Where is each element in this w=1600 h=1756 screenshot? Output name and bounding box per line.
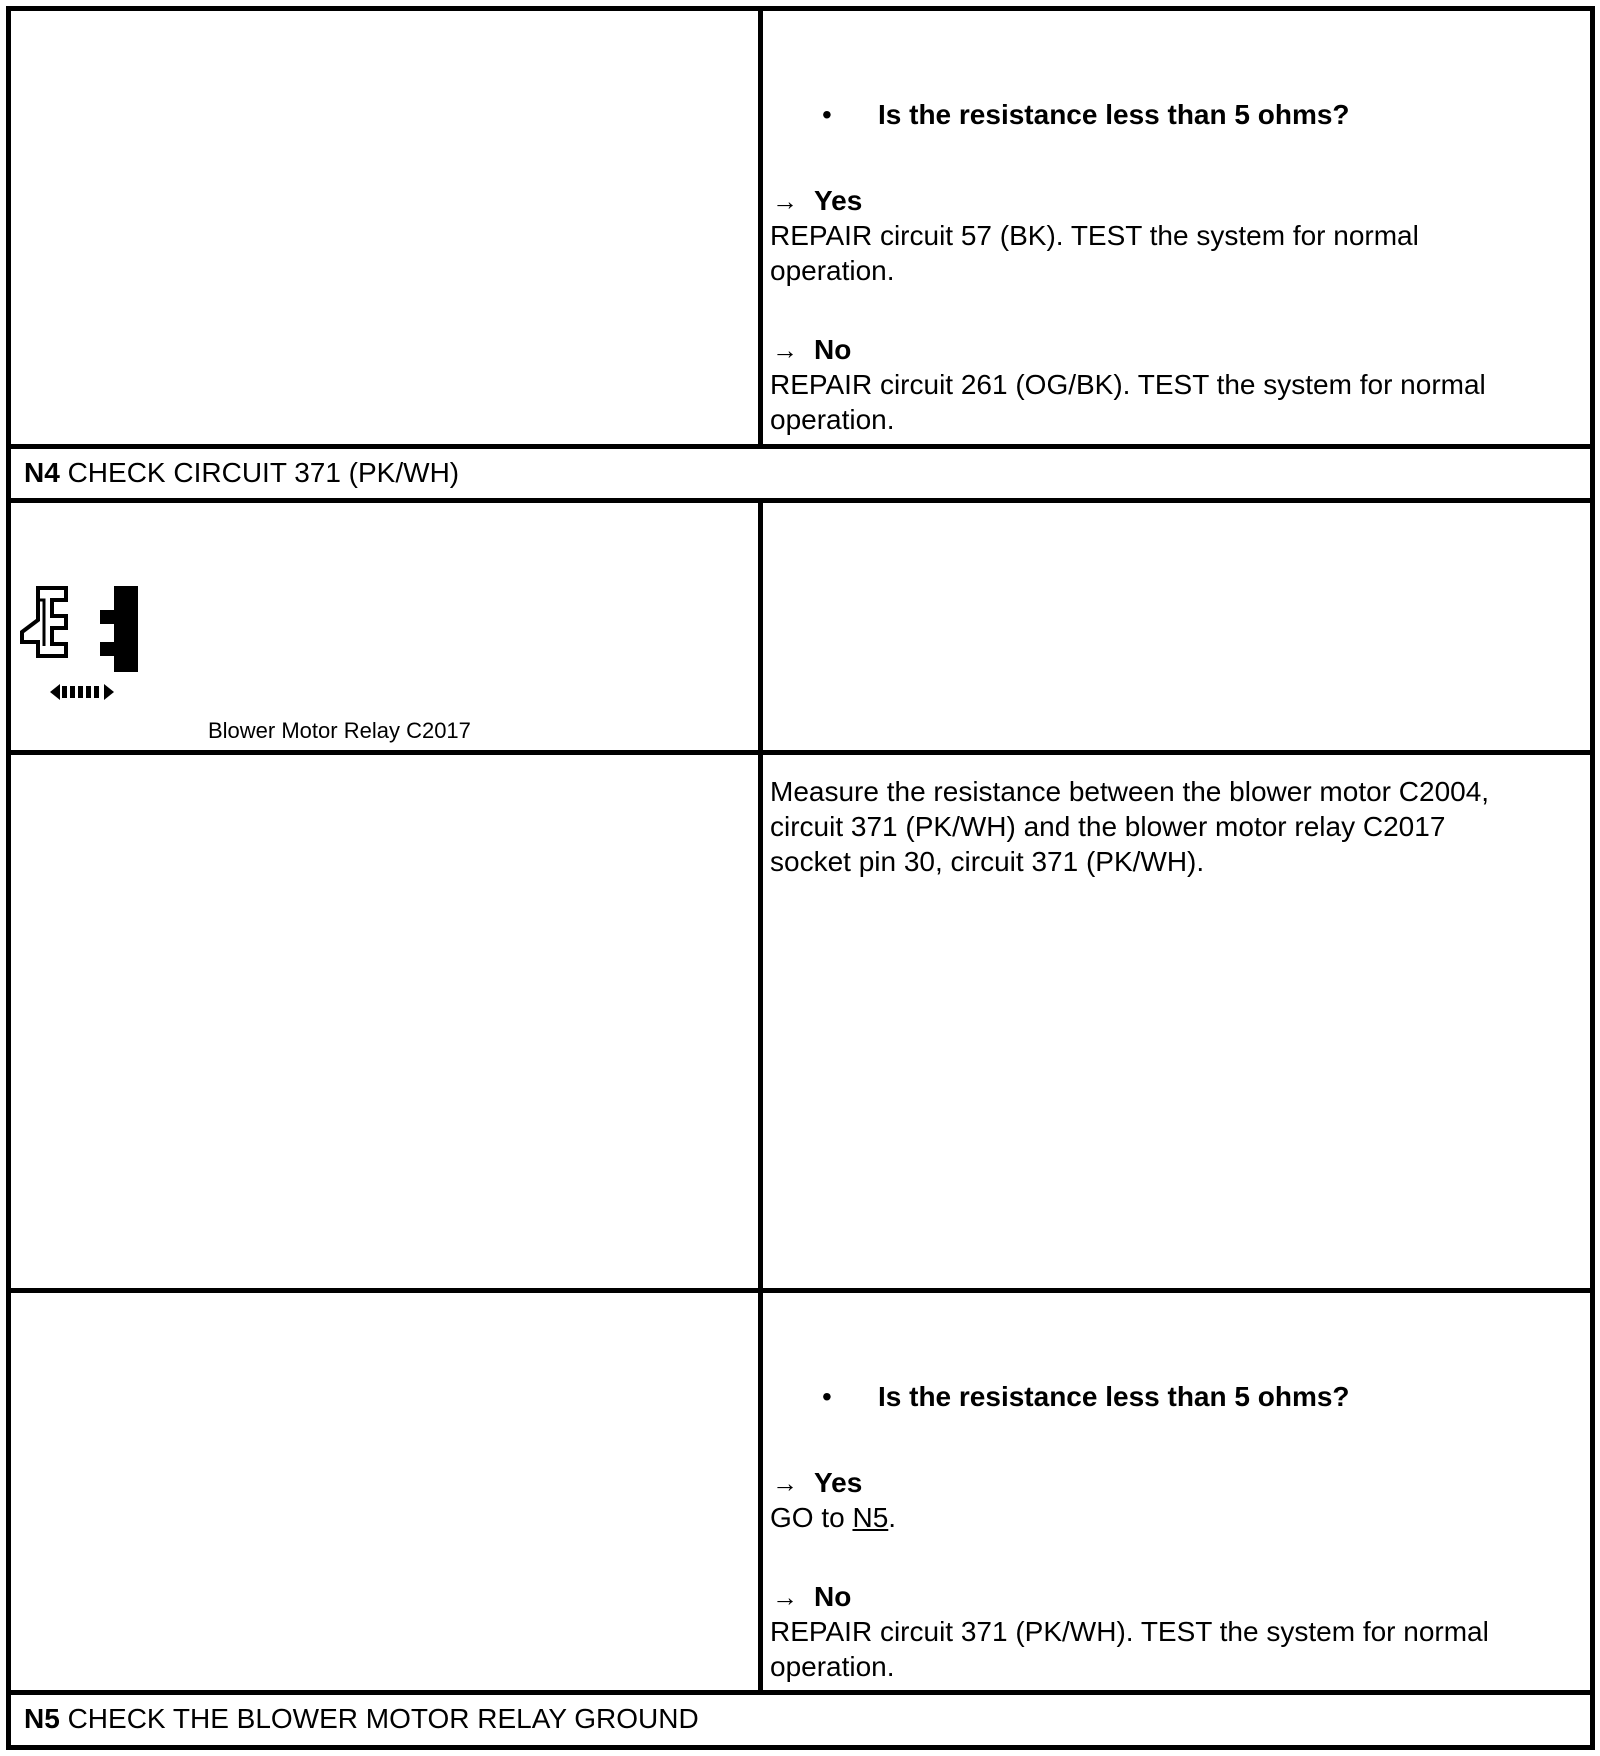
right-arrow-icon: → (772, 335, 798, 365)
yes-branch (772, 1465, 862, 1501)
column-divider-2 (758, 498, 763, 1695)
measure-line-2: circuit 371 (PK/WH) and the blower motor relay C2017 (770, 811, 1446, 842)
bullet-icon: • (822, 99, 832, 130)
right-arrow-icon: → (772, 186, 798, 216)
no-branch (772, 1579, 851, 1615)
border-left (6, 6, 11, 1750)
rule-row1-bottom (6, 444, 1595, 449)
connector-disconnect-icon (16, 580, 146, 705)
yes-branch (772, 183, 862, 219)
yes-label: Yes (814, 1467, 863, 1498)
yes-instruction-line-1: REPAIR circuit 57 (BK). TEST the system for normal (770, 220, 1419, 251)
column-divider-1 (758, 6, 763, 449)
go-to-n5-link[interactable]: N5 (852, 1502, 889, 1533)
no-instruction-line-2: operation. (770, 1651, 895, 1682)
yes-suffix: . (888, 1502, 897, 1533)
step-number: N5 (24, 1703, 60, 1734)
connector-caption: Blower Motor Relay C2017 (208, 718, 471, 743)
no-instruction-line-1: REPAIR circuit 371 (PK/WH). TEST the system for normal (770, 1616, 1489, 1647)
rule-n4-bottom (6, 498, 1595, 503)
question-text: Is the resistance less than 5 ohms? (878, 99, 1350, 130)
no-instruction-line-1: REPAIR circuit 261 (OG/BK). TEST the system for normal (770, 369, 1486, 400)
measure-line-1: Measure the resistance between the blower motor C2004, (770, 776, 1490, 807)
rule-row2-bottom (6, 1690, 1595, 1695)
no-branch (772, 332, 851, 368)
no-label: No (814, 1581, 852, 1612)
rule-connector-bottom (6, 750, 1595, 755)
right-arrow-icon: → (772, 1468, 798, 1498)
border-right (1590, 6, 1595, 1750)
step-header-n4 (24, 455, 459, 491)
no-label: No (814, 334, 852, 365)
step-header-n5 (24, 1701, 699, 1737)
step-title: CHECK THE BLOWER MOTOR RELAY GROUND (67, 1703, 699, 1734)
border-bottom (6, 1745, 1595, 1750)
yes-prefix: GO to (770, 1502, 853, 1533)
measure-line-3: socket pin 30, circuit 371 (PK/WH). (770, 846, 1205, 877)
yes-instruction (770, 1500, 896, 1536)
rule-measure-bottom (6, 1288, 1595, 1293)
yes-instruction-line-2: operation. (770, 255, 895, 286)
yes-label: Yes (814, 185, 863, 216)
step-title: CHECK CIRCUIT 371 (PK/WH) (67, 457, 460, 488)
question-text: Is the resistance less than 5 ohms? (878, 1381, 1350, 1412)
right-arrow-icon: → (772, 1582, 798, 1612)
bullet-icon: • (822, 1381, 832, 1412)
step-number: N4 (24, 457, 60, 488)
border-top (6, 6, 1595, 11)
no-instruction-line-2: operation. (770, 404, 895, 435)
